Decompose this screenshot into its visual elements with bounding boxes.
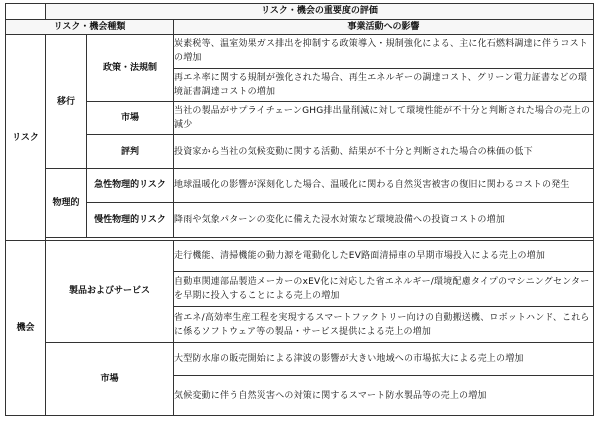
- type-products-services: 製品およびサービス: [46, 240, 174, 342]
- impact-smart-waterproof: 気候変動に伴う自然災害への対策に関するスマート防水製品等の売上の増加: [174, 376, 594, 416]
- category-risk: リスク: [6, 35, 46, 240]
- subcategory-transition: 移行: [46, 35, 87, 169]
- impact-policy-carbon-tax: 炭素税等、温室効果ガス排出を抑制する政策導入・規制強化による、主に化石燃料調達に伴うコストの増加: [174, 35, 594, 68]
- category-opportunity: 機会: [6, 240, 46, 415]
- type-policy-regulation: 政策・法規制: [87, 35, 174, 102]
- impact-flood-door: 大型防水扉の販売開始による津波の影響が大きい地域への市場拡大による売上の増加: [174, 342, 594, 375]
- impact-policy-renewables: 再エネ率に関する規制が強化された場合、再生エネルギーの調達コスト、グリーン電力証書などの環境証書調達コストの増加: [174, 68, 594, 101]
- impact-chronic-physical: 降雨や気象パターンの変化に備えた浸水対策など環境設備への投資コストの増加: [174, 203, 594, 237]
- type-market-risk: 市場: [87, 102, 174, 135]
- impact-reputation: 投資家から当社の気候変動に関する活動、結果が不十分と判断された場合の株価の低下: [174, 135, 594, 168]
- corner-cell: [6, 4, 46, 20]
- table-title: リスク・機会の重要度の評価: [46, 4, 594, 20]
- impact-acute-physical: 地球温暖化の影響が深刻化した場合、温暖化に関わる自然災害被害の復旧に関わるコストの発生: [174, 168, 594, 202]
- type-reputation: 評判: [87, 135, 174, 168]
- risk-opportunity-table: [5, 3, 594, 416]
- impact-ev-sweeper: 走行機能、清掃機能の動力源を電動化したEV路面清掃車の早期市場投入による売上の増加: [174, 240, 594, 271]
- column-header-type: リスク・機会種類: [6, 19, 174, 35]
- column-header-impact: 事業活動への影響: [174, 19, 594, 35]
- type-acute-physical: 急性物理的リスク: [87, 168, 174, 202]
- impact-machining-center: 自動車関連部品製造メーカーのxEV化に対応した省エネルギー/環境配慮タイプのマシニングセンターを早期に投入することによる売上の増加: [174, 272, 594, 307]
- impact-smart-factory: 省エネ/高効率生産工程を実現するスマートファクトリー向けの自動搬送機、ロボットハンド、これらに係るソフトウェア等の製品・サービス提供による売上の増加: [174, 307, 594, 342]
- impact-market-risk: 当社の製品がサプライチェーンGHG排出量削減に対して環境性能が不十分と判断された場合の売上の減少: [174, 102, 594, 135]
- type-chronic-physical: 慢性物理的リスク: [87, 203, 174, 237]
- subcategory-physical: 物理的: [46, 168, 87, 237]
- type-opportunity-market: 市場: [46, 342, 174, 415]
